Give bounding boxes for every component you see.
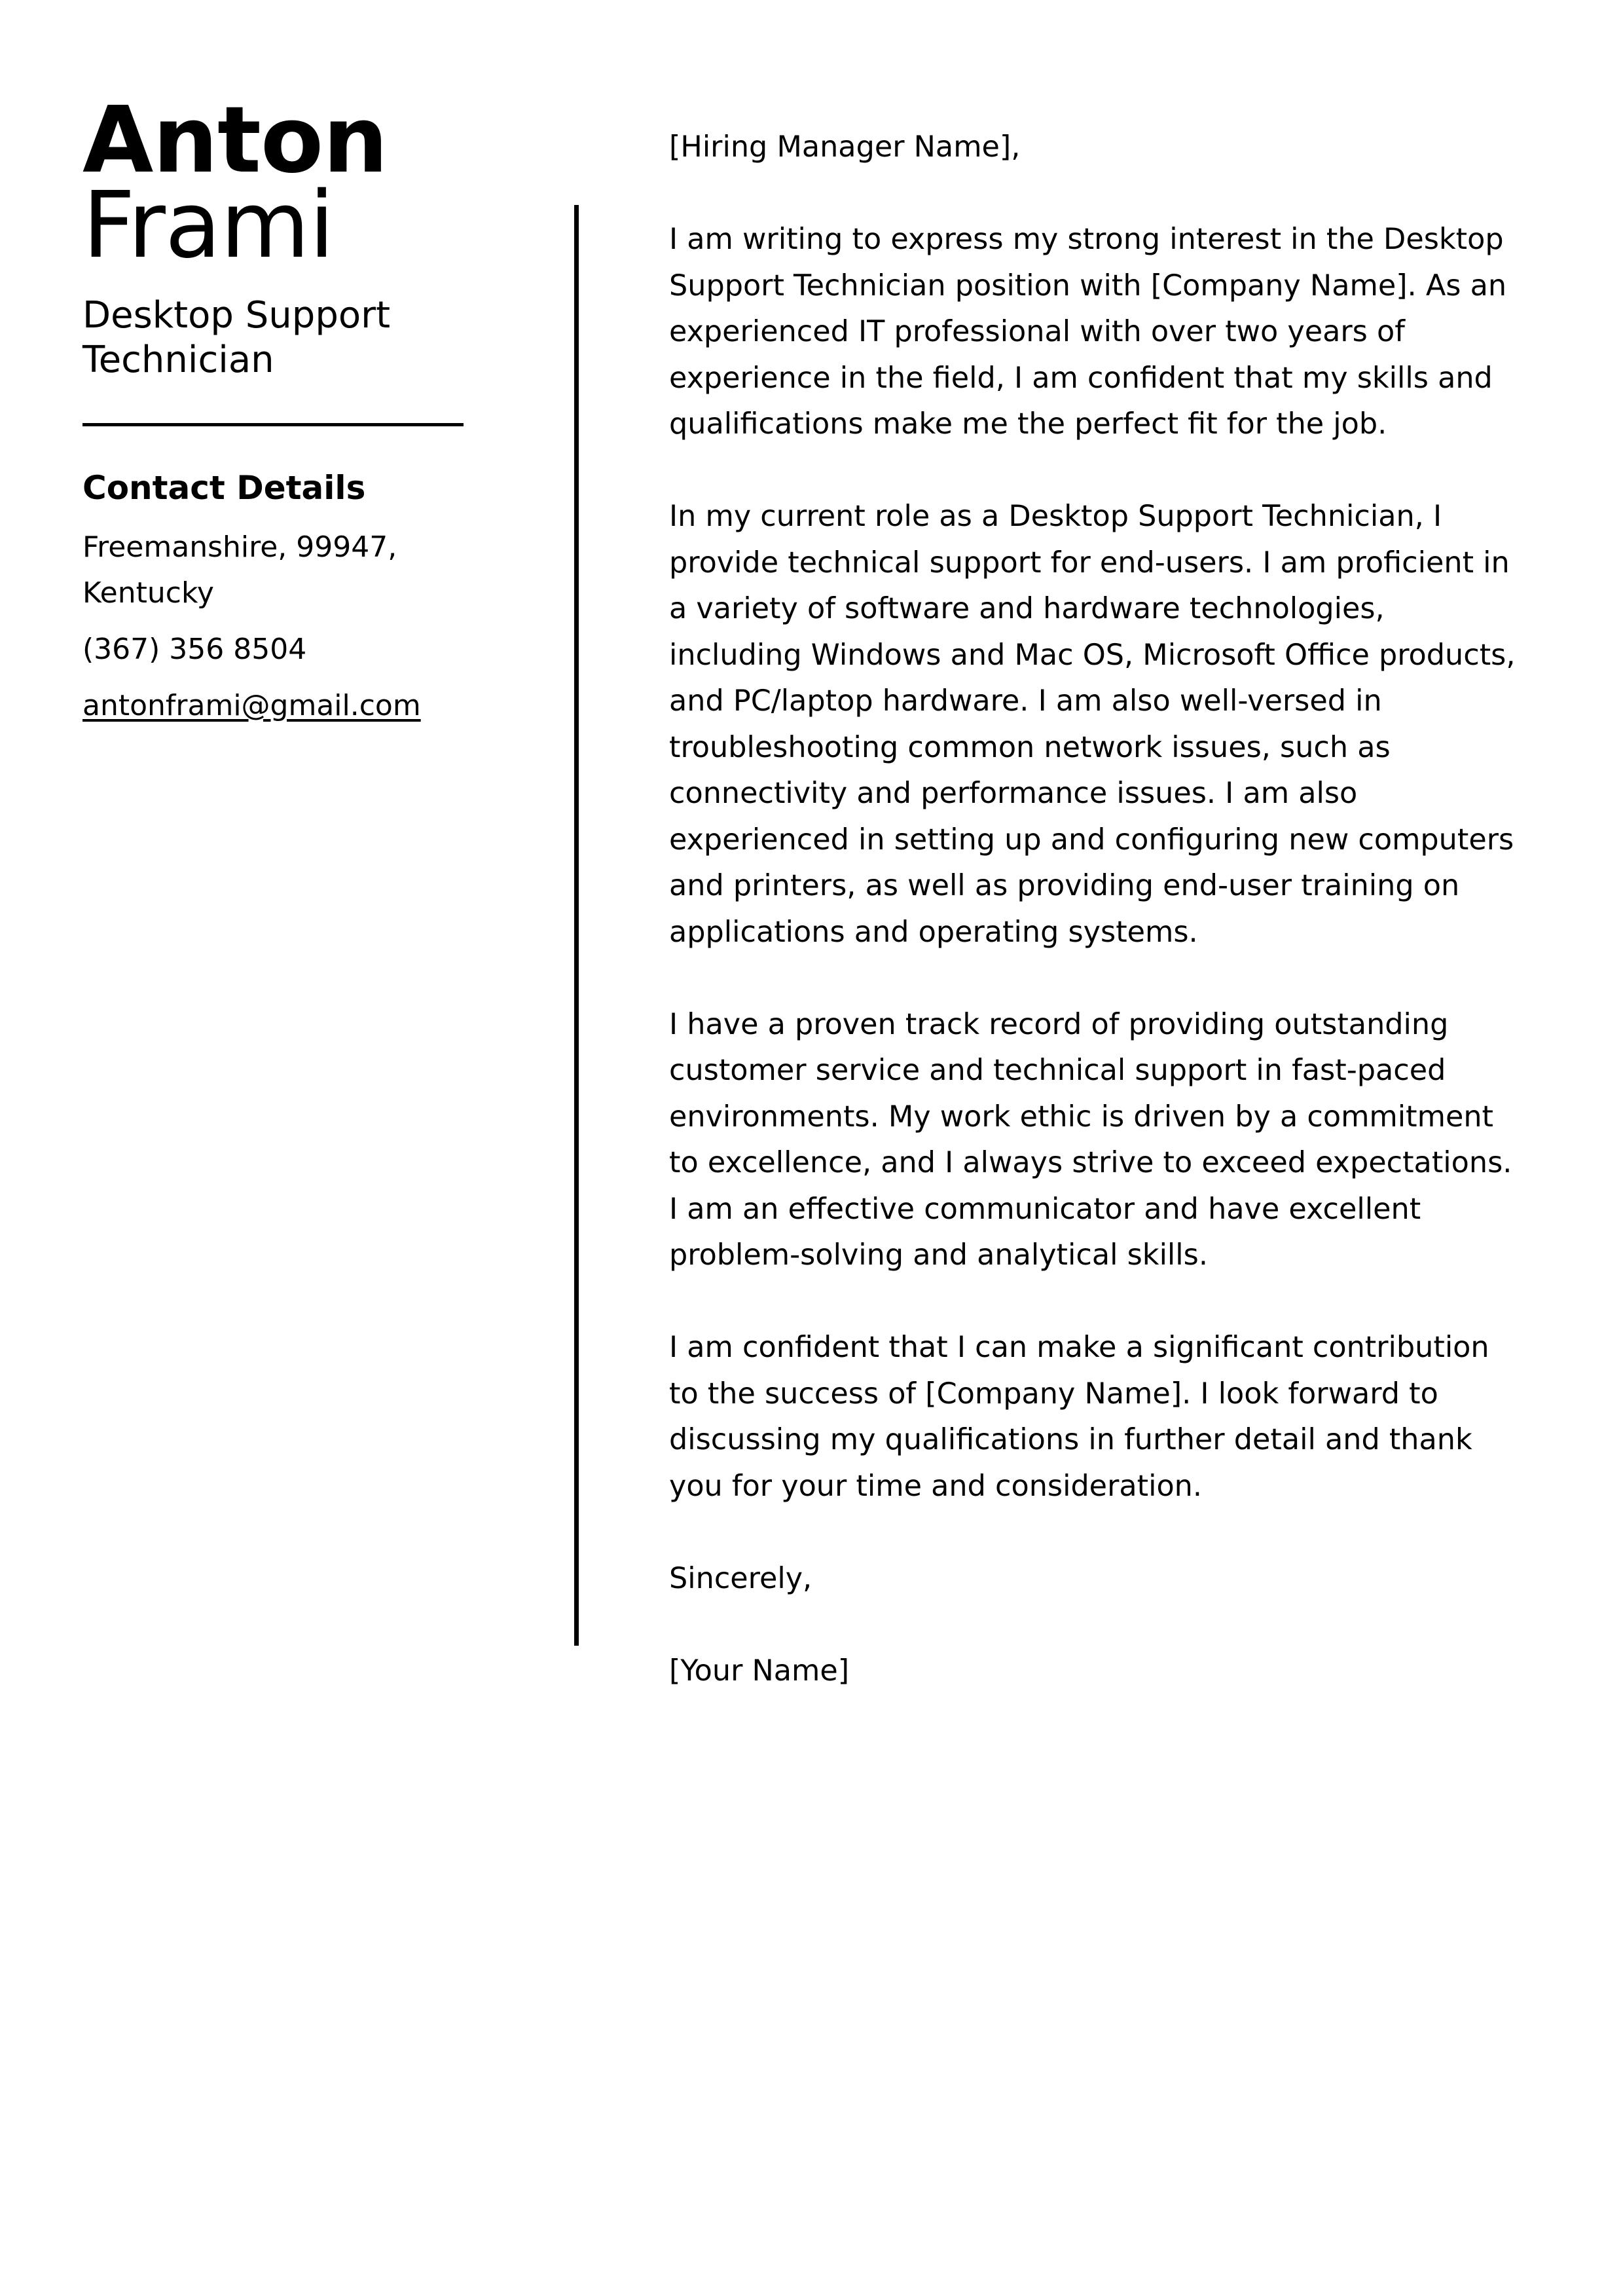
contact-heading: Contact Details [82,469,366,507]
letter-signature: [Your Name] [669,1654,850,1688]
letter-paragraph: I am writing to express my strong interest in the Desktop Support Technician position with [Company Name]. As an experienced IT professional with over two years of experience in the field, I am confident that my skills and qualifications make me the perfect fit for the job. [669,223,1507,441]
contact-email-link[interactable]: antonframi@gmail.com [82,689,421,722]
letter-paragraph: In my current role as a Desktop Support Technician, I provide technical support for end-users. I am proficient in a variety of software and hardware technologies, including Windows and Mac OS, Microsoft Office products, and PC/laptop hardware. I am also well-versed in troubleshooting common network issues, such as connectivity and performance issues. I am also experienced in setting up and configuring new computers and printers, as well as providing end-user training on applications and operating systems. [669,500,1516,949]
contact-address: Freemanshire, 99947, Kentucky [82,530,397,610]
letter-paragraph: I am confident that I can make a significant contribution to the success of [Company Name]. I look forward to discussing my qualifications in further detail and thank you for your time and consideration. [669,1331,1489,1503]
letter-body [669,124,1520,1694]
job-title: Desktop Support Technician [82,294,391,381]
vertical-divider [574,205,579,1646]
contact-phone: (367) 356 8504 [82,633,307,666]
letter-greeting: [Hiring Manager Name], [669,130,1021,164]
last-name: Frami [82,172,334,279]
letter-closing: Sincerely, [669,1561,812,1595]
sidebar-divider [82,423,464,426]
first-name: Anton [82,87,388,194]
letter-paragraph: I have a proven track record of providing outstanding customer service and technical support in fast-paced environments. My work ethic is driven by a commitment to excellence, and I always strive to exceed expectations. I am an effective communicator and have excellent problem-solving and analytical skills. [669,1007,1512,1272]
sidebar [82,87,462,729]
